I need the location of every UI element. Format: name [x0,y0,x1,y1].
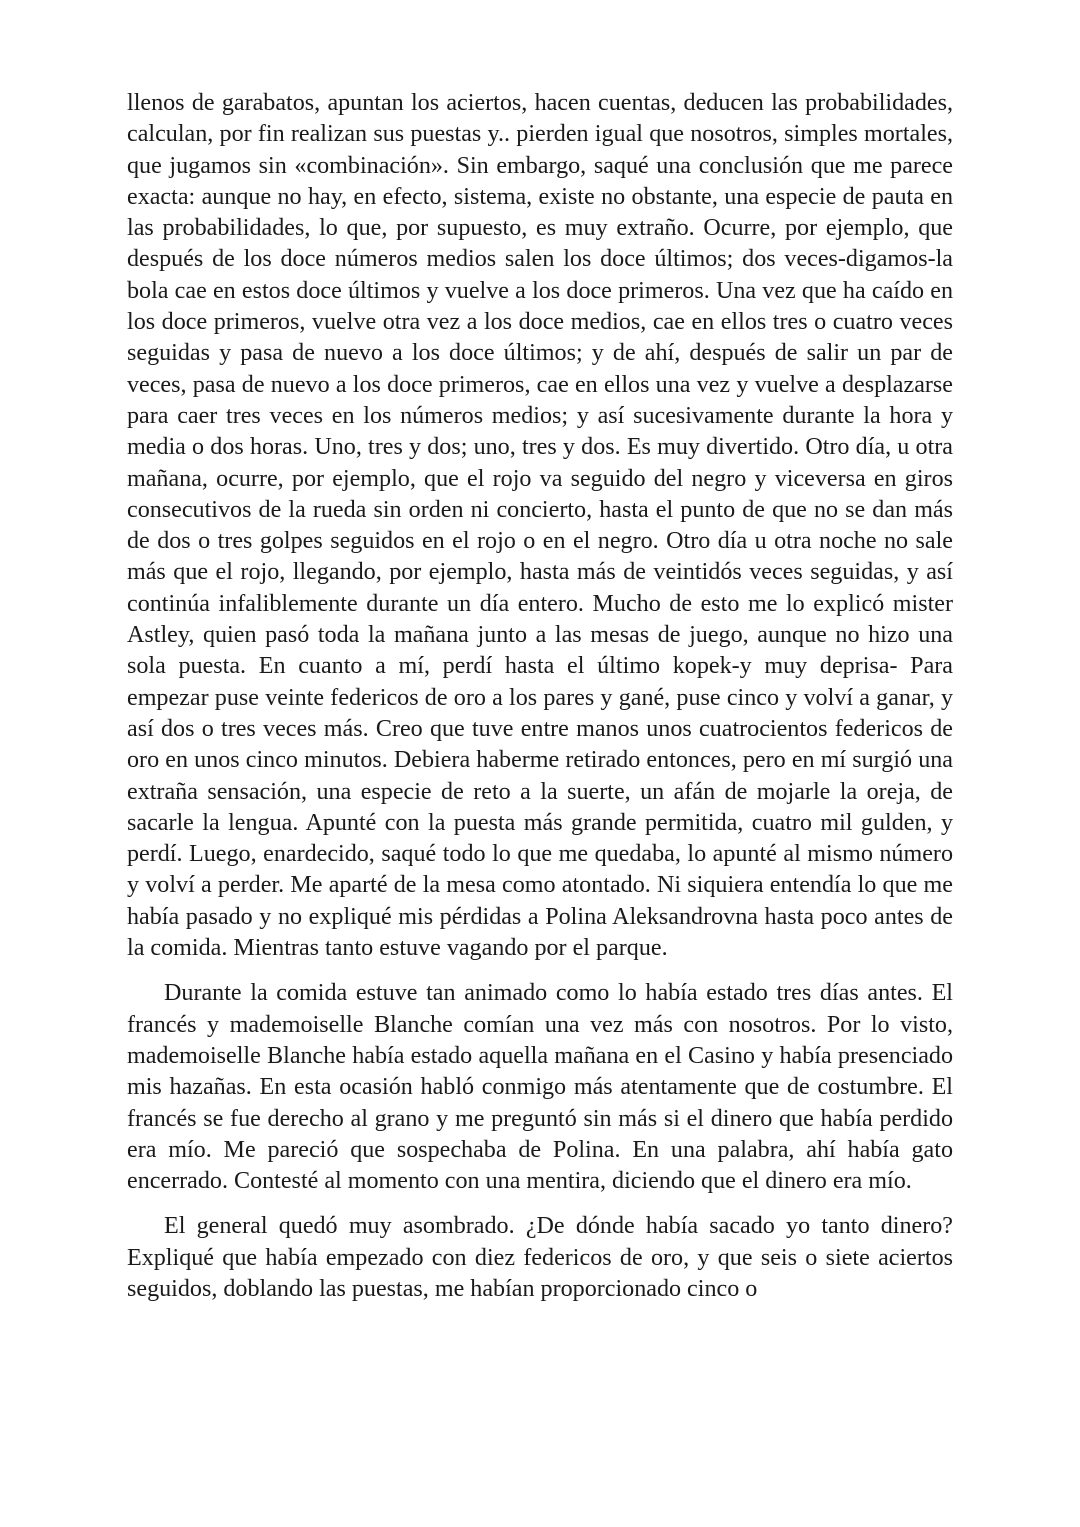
paragraph-continued: llenos de garabatos, apuntan los aciertos, hacen cuentas, deducen las probabilidades, calculan, por fin realizan sus puestas y.. pierden igual que nosotros, simples mortales, que jugamos sin «combinación». Sin embargo, saqué una conclusión que me parece exacta: aunque no hay, en efecto, sistema, existe no obstante, una especie de pauta en las probabilidades, lo que, por supuesto, es muy extraño. Ocurre, por ejemplo, que después de los doce números medios salen los doce últimos; dos veces-digamos-la bola cae en estos doce últimos y vuelve a los doce primeros. Una vez que ha caído en los doce primeros, vuelve otra vez a los doce medios, cae en ellos tres o cuatro veces seguidas y pasa de nuevo a los doce últimos; y de ahí, después de salir un par de veces, pasa de nuevo a los doce primeros, cae en ellos una vez y vuelve a desplazarse para caer tres veces en los números medios; y así sucesivamente durante la hora y media o dos horas. Uno, tres y dos; uno, tres y dos. Es muy divertido. Otro día, u otra mañana, ocurre, por ejemplo, que el rojo va seguido del negro y viceversa en giros consecutivos de la rueda sin orden ni concierto, hasta el punto de que no se dan más de dos o tres golpes seguidos en el rojo o en el negro. Otro día u otra noche no sale más que el rojo, llegando, por ejemplo, hasta más de veintidós veces seguidas, y así continúa infaliblemente durante un día entero. Mucho de esto me lo explicó mister Astley, quien pasó toda la mañana junto a las mesas de juego, aunque no hizo una sola puesta. En cuanto a mí, perdí hasta el último kopek-y muy deprisa- Para empezar puse veinte federicos de oro a los pares y gané, puse cinco y volví a ganar, y así dos o tres veces más. Creo que tuve entre manos unos cuatrocientos federicos de oro en unos cinco minutos. Debiera haberme retirado entonces, pero en mí surgió una extraña sensación, una especie de reto a la suerte, un afán de mojarle la oreja, de sacarle la lengua. Apunté con la puesta más grande permitida, cuatro mil gulden, y perdí. Luego, enardecido, saqué todo lo que me quedaba, lo apunté al mismo número y volví a perder. Me aparté de la mesa como atontado. Ni siquiera entendía lo que me había pasado y no expliqué mis pérdidas a Polina Aleksandrovna hasta poco antes de la comida. Mientras tanto estuve vagando por el parque. [127,90,953,962]
paragraph-general: El general quedó muy asombrado. ¿De dónde había sacado yo tanto dinero? Expliqué que había empezado con diez federicos de oro, y que seis o siete aciertos seguidos, doblando las puestas, me habían proporcionado cinco o [127,1213,953,1302]
paragraph-dinner: Durante la comida estuve tan animado como lo había estado tres días antes. El francés y mademoiselle Blanche comían una vez más con nosotros. Por lo visto, mademoiselle Blanche había estado aquella mañana en el Casino y había presenciado mis hazañas. En esta ocasión habló conmigo más atentamente que de costumbre. El francés se fue derecho al grano y me preguntó sin más si el dinero que había perdido era mío. Me pareció que sospechaba de Polina. En una palabra, ahí había gato encerrado. Contesté al momento con una mentira, diciendo que el dinero era mío. [127,980,953,1195]
book-page [127,88,953,1305]
